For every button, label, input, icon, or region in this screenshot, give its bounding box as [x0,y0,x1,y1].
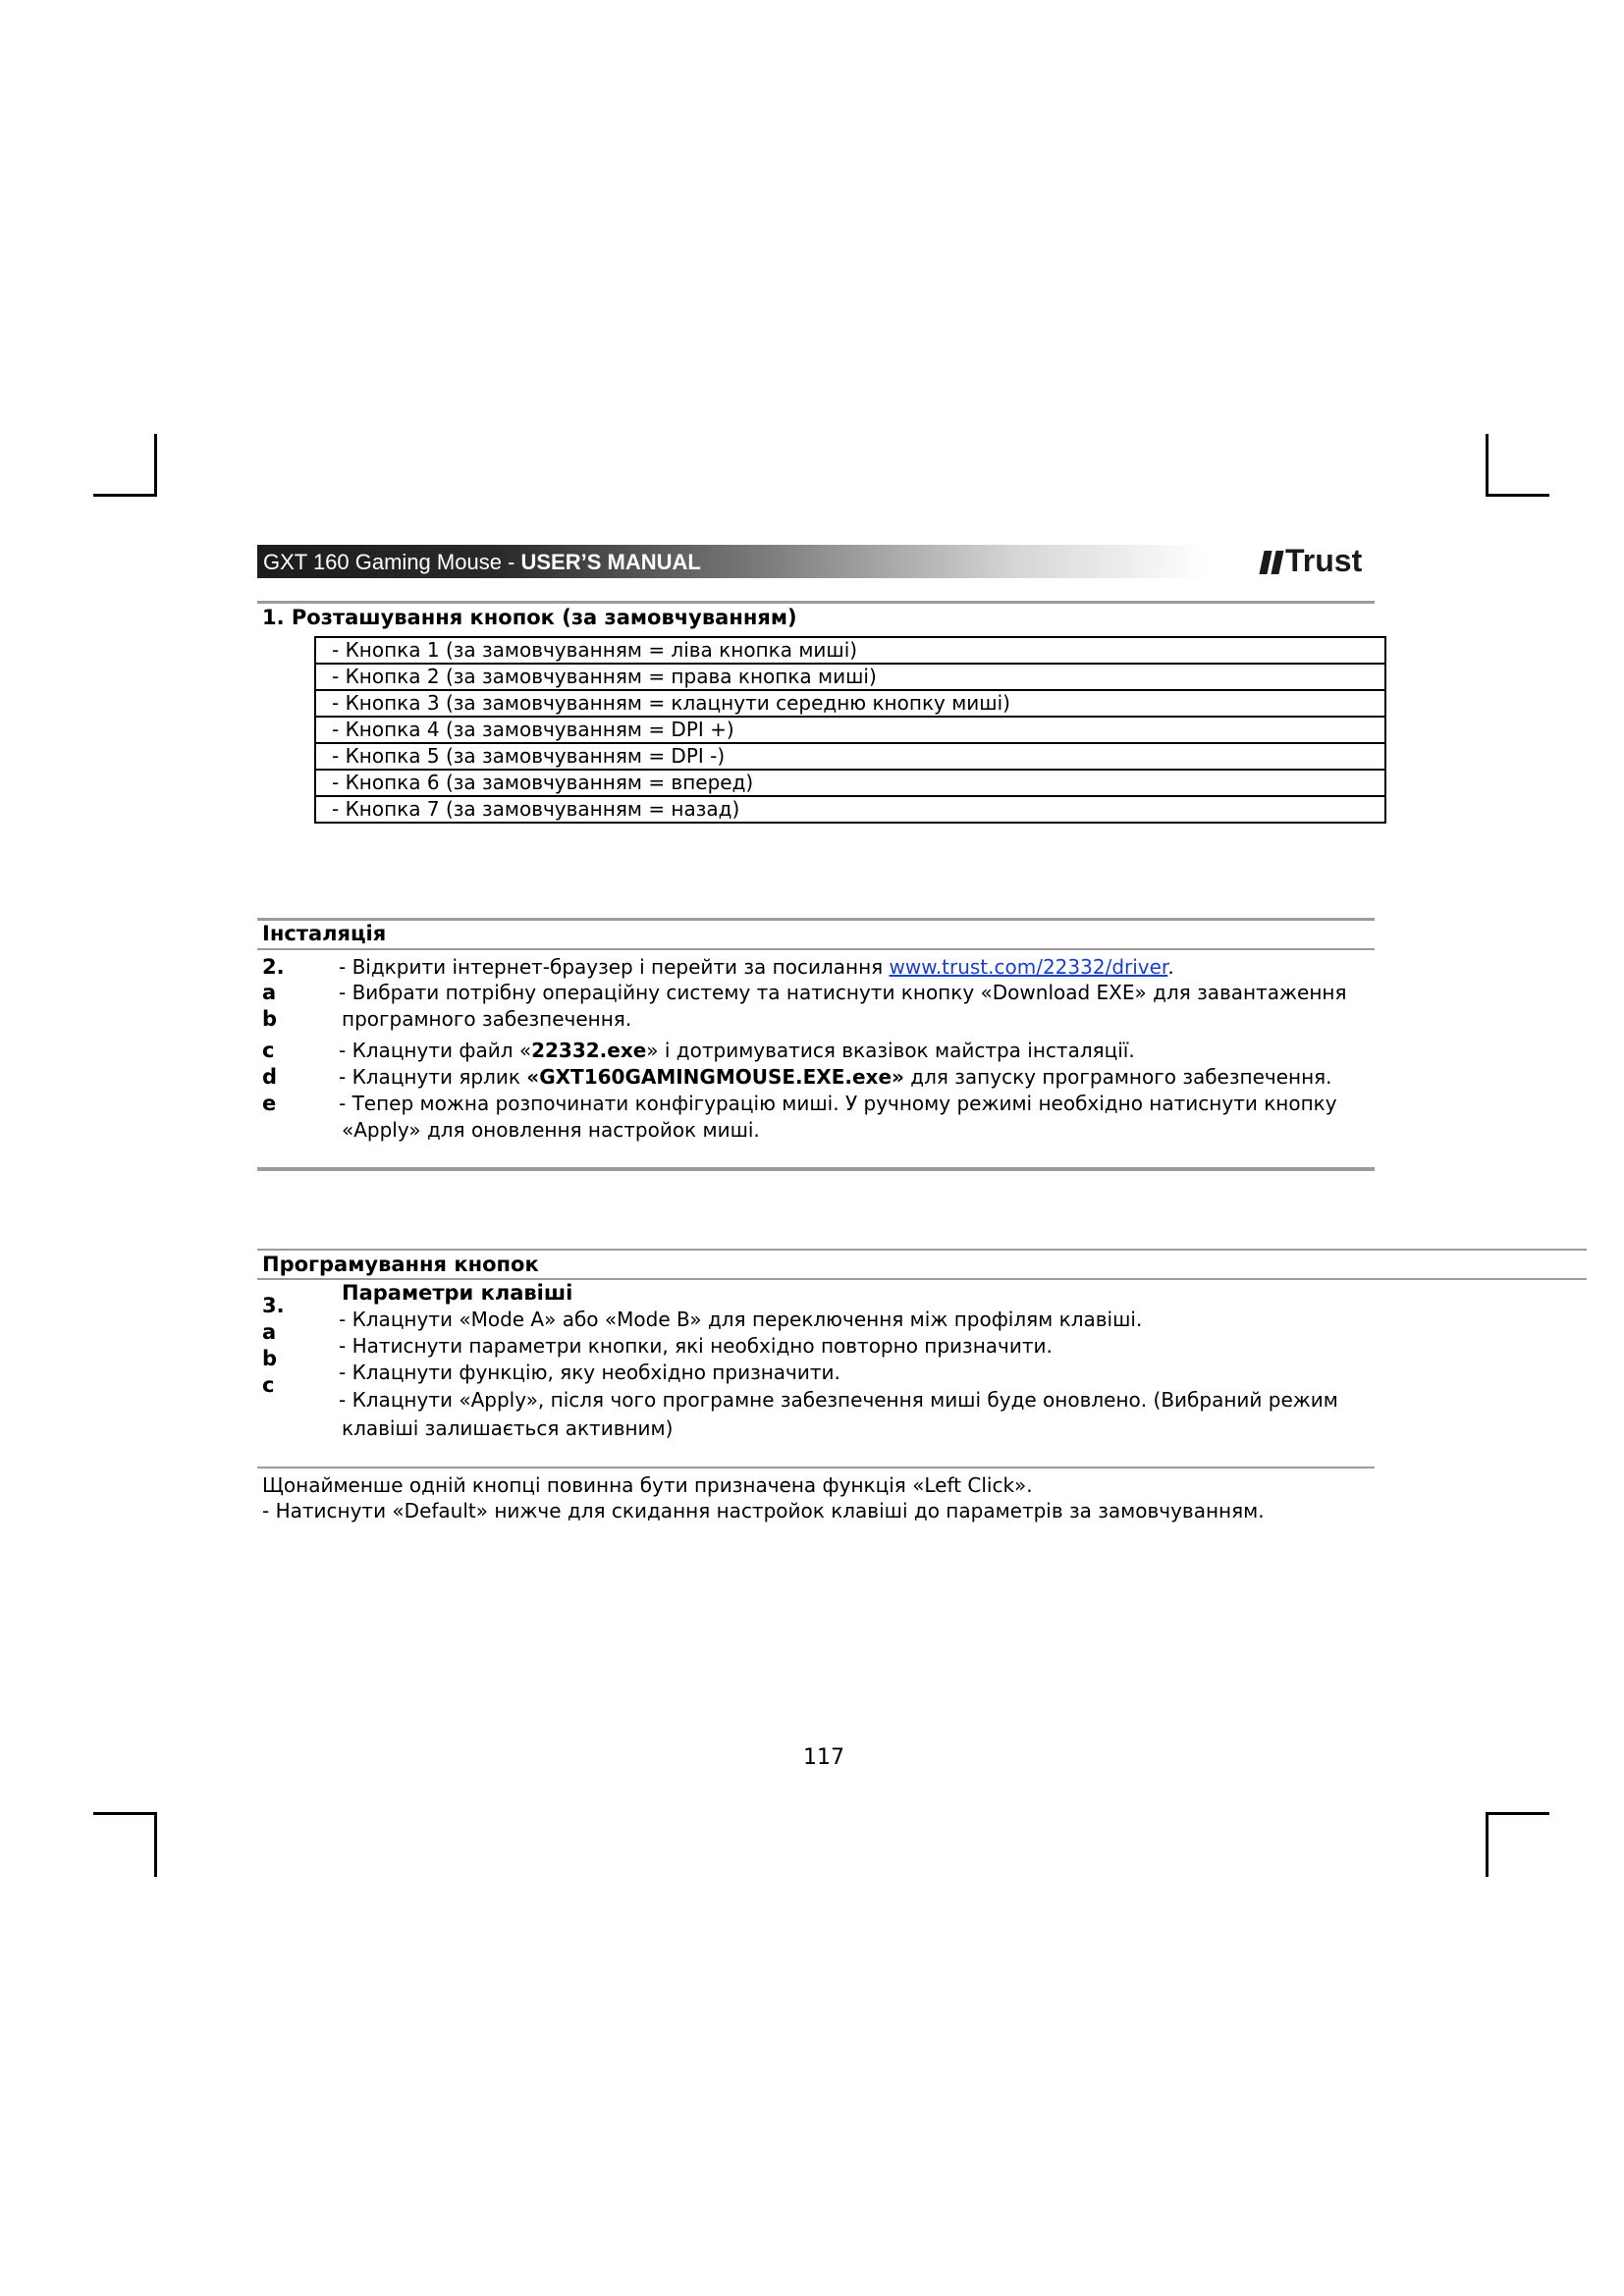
step-label: b [262,1347,278,1370]
step-label: e [262,1092,277,1115]
crop-mark-top-right-vertical [1486,434,1489,497]
step-label: a [262,1320,277,1344]
crop-mark-top-right-horizontal [1486,494,1549,497]
install-step-select-os: - Вибрати потрібну операційну систему та натиснути кнопку «Download EXE» для завантаження [339,981,1347,1004]
button-layout-table [314,636,1386,824]
crop-mark-top-left-horizontal [93,494,157,497]
product-name: GXT 160 Gaming Mouse [263,550,502,574]
crop-mark-bottom-right-vertical [1486,1812,1489,1877]
install-step-shortcut: - Клацнути ярлик «GXT160GAMINGMOUSE.EXE.exe» для запуску програмного забезпечення. [339,1065,1332,1089]
step-label: c [262,1373,275,1397]
prog-step-select-button: - Натиснути параметри кнопки, які необхідно повторно призначити. [339,1334,1053,1358]
installation-title: Інсталяція [262,922,387,945]
table-row [315,770,1385,796]
table-cell: - Кнопка 2 (за замовчуванням = права кнопка миші) [315,664,1385,690]
table-cell: - Кнопка 5 (за замовчуванням = DPI -) [315,743,1385,770]
crop-mark-bottom-right-horizontal [1486,1812,1549,1815]
prog-step-select-function: - Клацнути функцію, яку необхідно призначити. [339,1361,840,1384]
step-label: b [262,1007,278,1031]
install-step-configure-cont: «Apply» для оновлення настройок миші. [342,1118,760,1142]
trust-logo: Trust [1262,542,1362,579]
table-cell: - Кнопка 1 (за замовчуванням = ліва кнопка миші) [315,637,1385,664]
step-label: 2. [262,955,285,979]
note-default: - Натиснути «Default» нижче для скидання настройок клавіші до параметрів за замовчуванням. [262,1499,1265,1522]
table-row [315,690,1385,717]
crop-mark-top-left-vertical [154,434,157,497]
table-row [315,637,1385,664]
table-cell: - Кнопка 3 (за замовчуванням = клацнути середню кнопку миші) [315,690,1385,717]
install-step-configure: - Тепер можна розпочинати конфігурацію миші. У ручному режимі необхідно натиснути кнопку [339,1092,1337,1115]
programming-top-rule [257,1249,1587,1251]
page-number: 117 [803,1745,844,1770]
trust-logo-mark-icon [1259,551,1283,574]
table-row [315,743,1385,770]
note-left-click: Щонайменше одній кнопці повинна бути призначена функція «Left Click». [262,1473,1033,1497]
driver-link[interactable]: www.trust.com/22332/driver [889,955,1168,979]
note-top-rule [257,1467,1375,1468]
crop-mark-bottom-left-vertical [154,1812,157,1877]
table-row [315,796,1385,823]
table-row [315,717,1385,743]
section1-title: 1. Розташування кнопок (за замовчуванням) [262,606,797,629]
step-label: c [262,1039,275,1062]
step-label: a [262,981,277,1004]
header-title: GXT 160 Gaming Mouse - USER’S MANUAL [263,550,701,574]
programming-title: Програмування кнопок [262,1253,539,1276]
table-cell: - Кнопка 7 (за замовчуванням = назад) [315,796,1385,823]
step-label: 3. [262,1294,285,1317]
install-step-open-browser: - Відкрити інтернет-браузер і перейти за посилання www.trust.com/22332/driver. [339,955,1174,979]
prog-step-apply-cont: клавіші залишається активним) [342,1416,674,1440]
install-step-run-file: - Клацнути файл «22332.exe» і дотримуватися вказівок майстра інсталяції. [339,1039,1135,1062]
installation-top-rule [257,918,1375,921]
table-cell: - Кнопка 4 (за замовчуванням = DPI +) [315,717,1385,743]
step-label: d [262,1065,278,1089]
prog-step-mode: - Клацнути «Mode A» або «Mode B» для переключення між профілям клавіші. [339,1308,1143,1331]
crop-mark-bottom-left-horizontal [93,1812,157,1815]
installation-title-rule [257,948,1375,950]
installation-bottom-rule [257,1167,1375,1171]
table-cell: - Кнопка 6 (за замовчуванням = вперед) [315,770,1385,796]
manual-label: USER’S MANUAL [520,550,701,574]
table-row [315,664,1385,690]
prog-step-apply: - Клацнути «Apply», після чого програмне забезпечення миші буде оновлено. (Вибраний режим [339,1388,1338,1412]
install-step-select-os-cont: програмного забезпечення. [342,1007,632,1031]
section1-top-rule [257,601,1375,604]
key-settings-subtitle: Параметри клавіші [342,1281,573,1305]
